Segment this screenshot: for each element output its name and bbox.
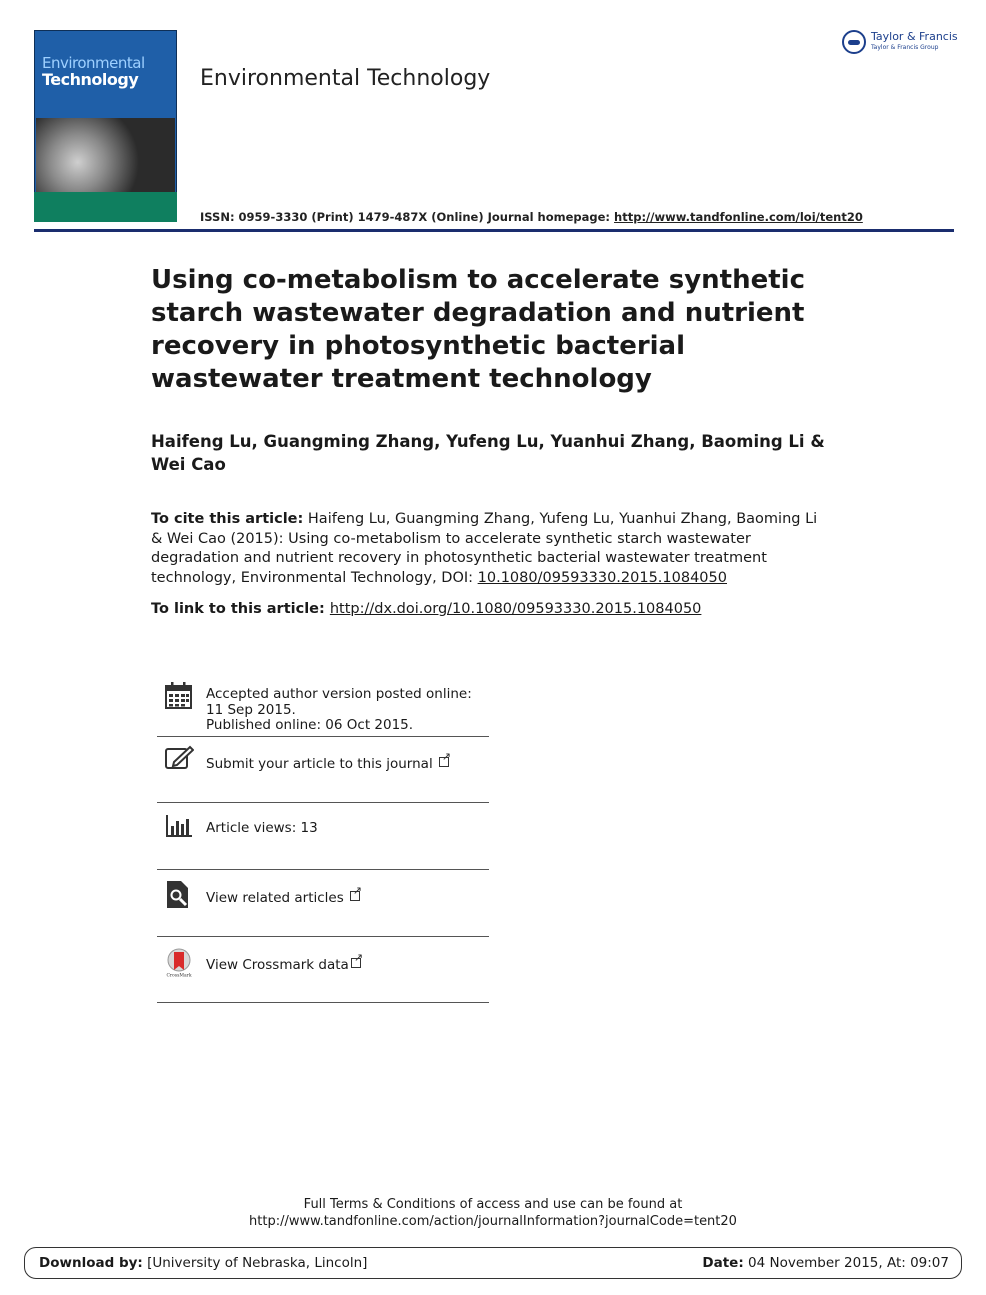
download-date xyxy=(702,1255,949,1271)
submit-article-row[interactable] xyxy=(157,737,489,803)
journal-cover-image xyxy=(34,30,177,222)
cover-bottom-band xyxy=(34,192,177,222)
cover-title-line2: Technology xyxy=(42,70,139,89)
article-views: Article views: 13 xyxy=(206,820,318,836)
date-value: 04 November 2015, At: 09:07 xyxy=(743,1255,949,1271)
article-views-row xyxy=(157,803,489,870)
calendar-icon xyxy=(164,681,194,711)
crossmark-link[interactable] xyxy=(206,958,491,974)
terms-and-conditions xyxy=(200,1196,786,1230)
citation-doi-link[interactable]: 10.1080/09593330.2015.1084050 xyxy=(477,569,727,586)
issn-line xyxy=(200,210,863,224)
download-label: Download by: xyxy=(39,1255,143,1271)
crossmark-logo-text: CrossMark xyxy=(166,973,192,977)
related-articles-label: View related articles xyxy=(206,890,344,906)
cover-top-band xyxy=(40,34,171,40)
date-label: Date: xyxy=(702,1255,744,1271)
crossmark-label: View Crossmark data xyxy=(206,957,349,973)
citation-block xyxy=(151,510,831,588)
related-articles-row[interactable] xyxy=(157,870,489,937)
published-date: Published online: 06 Oct 2015. xyxy=(206,717,414,733)
citation-text: Haifeng Lu, Guangming Zhang, Yufeng Lu, Yuanhui Zhang, Baoming Li & Wei Cao (2015): Using co-metabolism to accelerate synthetic starch wastewater degradation and nutrient recovery in photosynthetic bacterial wastewater treatment technology, Environmental Technology, DOI: xyxy=(151,511,818,586)
publication-dates xyxy=(206,687,491,734)
edit-icon xyxy=(164,745,194,775)
download-value: [University of Nebraska, Lincoln] xyxy=(142,1255,368,1271)
external-link-icon xyxy=(351,958,361,968)
terms-line1: Full Terms & Conditions of access and use can be found at xyxy=(303,1197,683,1212)
article-doi-link[interactable]: http://dx.doi.org/10.1080/09593330.2015.1084050 xyxy=(329,601,702,617)
document-search-icon xyxy=(164,880,194,910)
publisher-emblem-icon xyxy=(842,30,866,54)
journal-name: Environmental Technology xyxy=(200,66,491,91)
journal-homepage-link[interactable]: http://www.tandfonline.com/loi/tent20 xyxy=(614,210,863,224)
article-link-label: To link to this article: xyxy=(151,601,330,617)
submit-article-link[interactable] xyxy=(206,757,491,773)
accepted-date: Accepted author version posted online: 11 Sep 2015. xyxy=(206,686,472,718)
citation-label: To cite this article: xyxy=(151,511,304,527)
article-link-block xyxy=(151,600,831,620)
article-title: Using co-metabolism to accelerate synthetic starch wastewater degradation and nutrient recovery in photosynthetic bacterial wastewater treatment technology xyxy=(151,265,805,394)
issn-text: ISSN: 0959-3330 (Print) 1479-487X (Online) Journal homepage: xyxy=(200,210,615,224)
crossmark-row[interactable] xyxy=(157,937,489,1003)
download-info-bar xyxy=(24,1247,962,1279)
submit-article-label: Submit your article to this journal xyxy=(206,756,433,772)
header-divider xyxy=(34,229,954,232)
publisher-name: Taylor & Francis xyxy=(871,30,958,43)
publisher-logo xyxy=(842,30,957,56)
publisher-subtitle: Taylor & Francis Group xyxy=(871,44,939,51)
external-link-icon xyxy=(439,757,449,767)
terms-url[interactable]: http://www.tandfonline.com/action/journalInformation?journalCode=tent20 xyxy=(249,1214,737,1229)
download-by xyxy=(39,1255,367,1271)
crossmark-icon xyxy=(164,947,194,977)
related-articles-link[interactable] xyxy=(206,891,491,907)
bar-chart-icon xyxy=(164,813,194,843)
external-link-icon xyxy=(350,891,360,901)
publication-dates-row xyxy=(157,680,489,737)
cover-title-line1: Environmental xyxy=(42,54,145,72)
article-authors: Haifeng Lu, Guangming Zhang, Yufeng Lu, Yuanhui Zhang, Baoming Li & Wei Cao xyxy=(151,432,825,474)
